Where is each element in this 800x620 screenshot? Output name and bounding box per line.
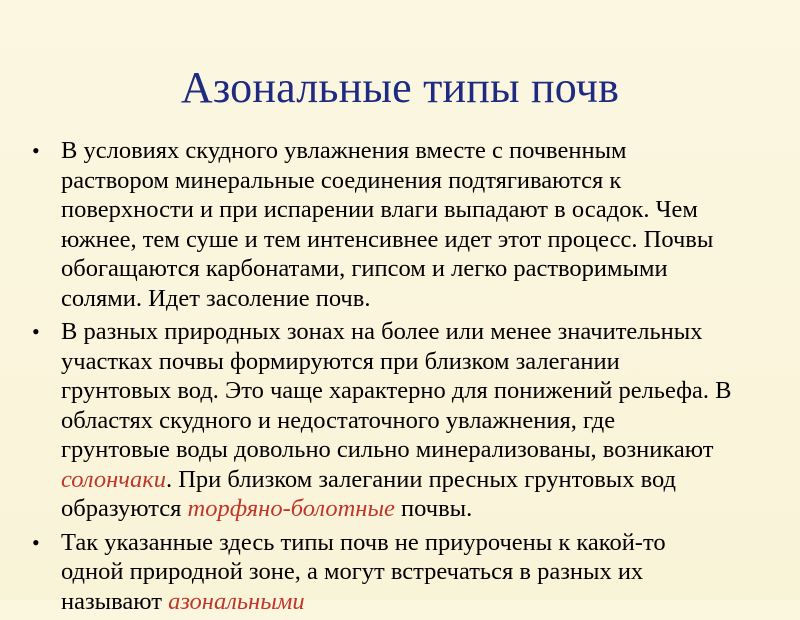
bullet-line: одной природной зоне, а могут встречаться в разных их [61, 558, 644, 585]
bullet-line-mixed [61, 494, 785, 524]
bullet-item [25, 136, 785, 313]
bullet-line-mixed [61, 465, 785, 495]
bullet-text-fragment: . При близком залегании пресных грунтовых вод [165, 465, 677, 493]
bullet-marker: • [32, 529, 40, 555]
bullet-line: В условиях скудного увлажнения вместе с почвенным [61, 137, 627, 164]
bullet-item [25, 317, 785, 524]
slide-title: Азональные типы почв [180, 63, 620, 112]
bullet-text-fragment: образуются [61, 495, 188, 522]
bullet-item [25, 528, 785, 617]
bullet-line: грунтовых вод. Это чаще характерно для понижений рельефа. В [61, 377, 732, 404]
bullet-line: раствором минеральные соединения подтягиваются к [61, 166, 622, 194]
bullet-line: участках почвы формируются при близком залегании [61, 347, 620, 375]
bullet-line: В разных природных зонах на более или менее значительных [61, 318, 703, 345]
bullet-line: областях скудного и недостаточного увлажнения, где [61, 406, 616, 434]
term-solonchaki: солончаки [61, 465, 166, 493]
bullet-line: Так указанные здесь типы почв не приурочены к какой-то [61, 528, 666, 556]
bullet-line: южнее, тем суше и тем интенсивнее идет этот процесс. Почвы [61, 225, 714, 253]
bullet-line: поверхности и при испарении влаги выпадают в осадок. Чем [61, 196, 698, 223]
bullet-marker: • [32, 138, 40, 163]
bullet-line-mixed [61, 587, 785, 617]
bullet-line: грунтовые воды довольно сильно минерализованы, возникают [61, 436, 714, 463]
bullet-line: солями. Идет засоление почв. [61, 284, 371, 312]
bullet-line: обогащаются карбонатами, гипсом и легко растворимыми [61, 255, 668, 282]
term-peat-bog: торфяно-болотные [187, 495, 395, 522]
bullet-text-fragment: почвы. [394, 495, 473, 522]
bullet-marker: • [32, 319, 40, 344]
bullet-list [25, 136, 785, 620]
bullet-text-fragment: называют [61, 587, 169, 615]
term-azonal: азональными [168, 587, 305, 615]
